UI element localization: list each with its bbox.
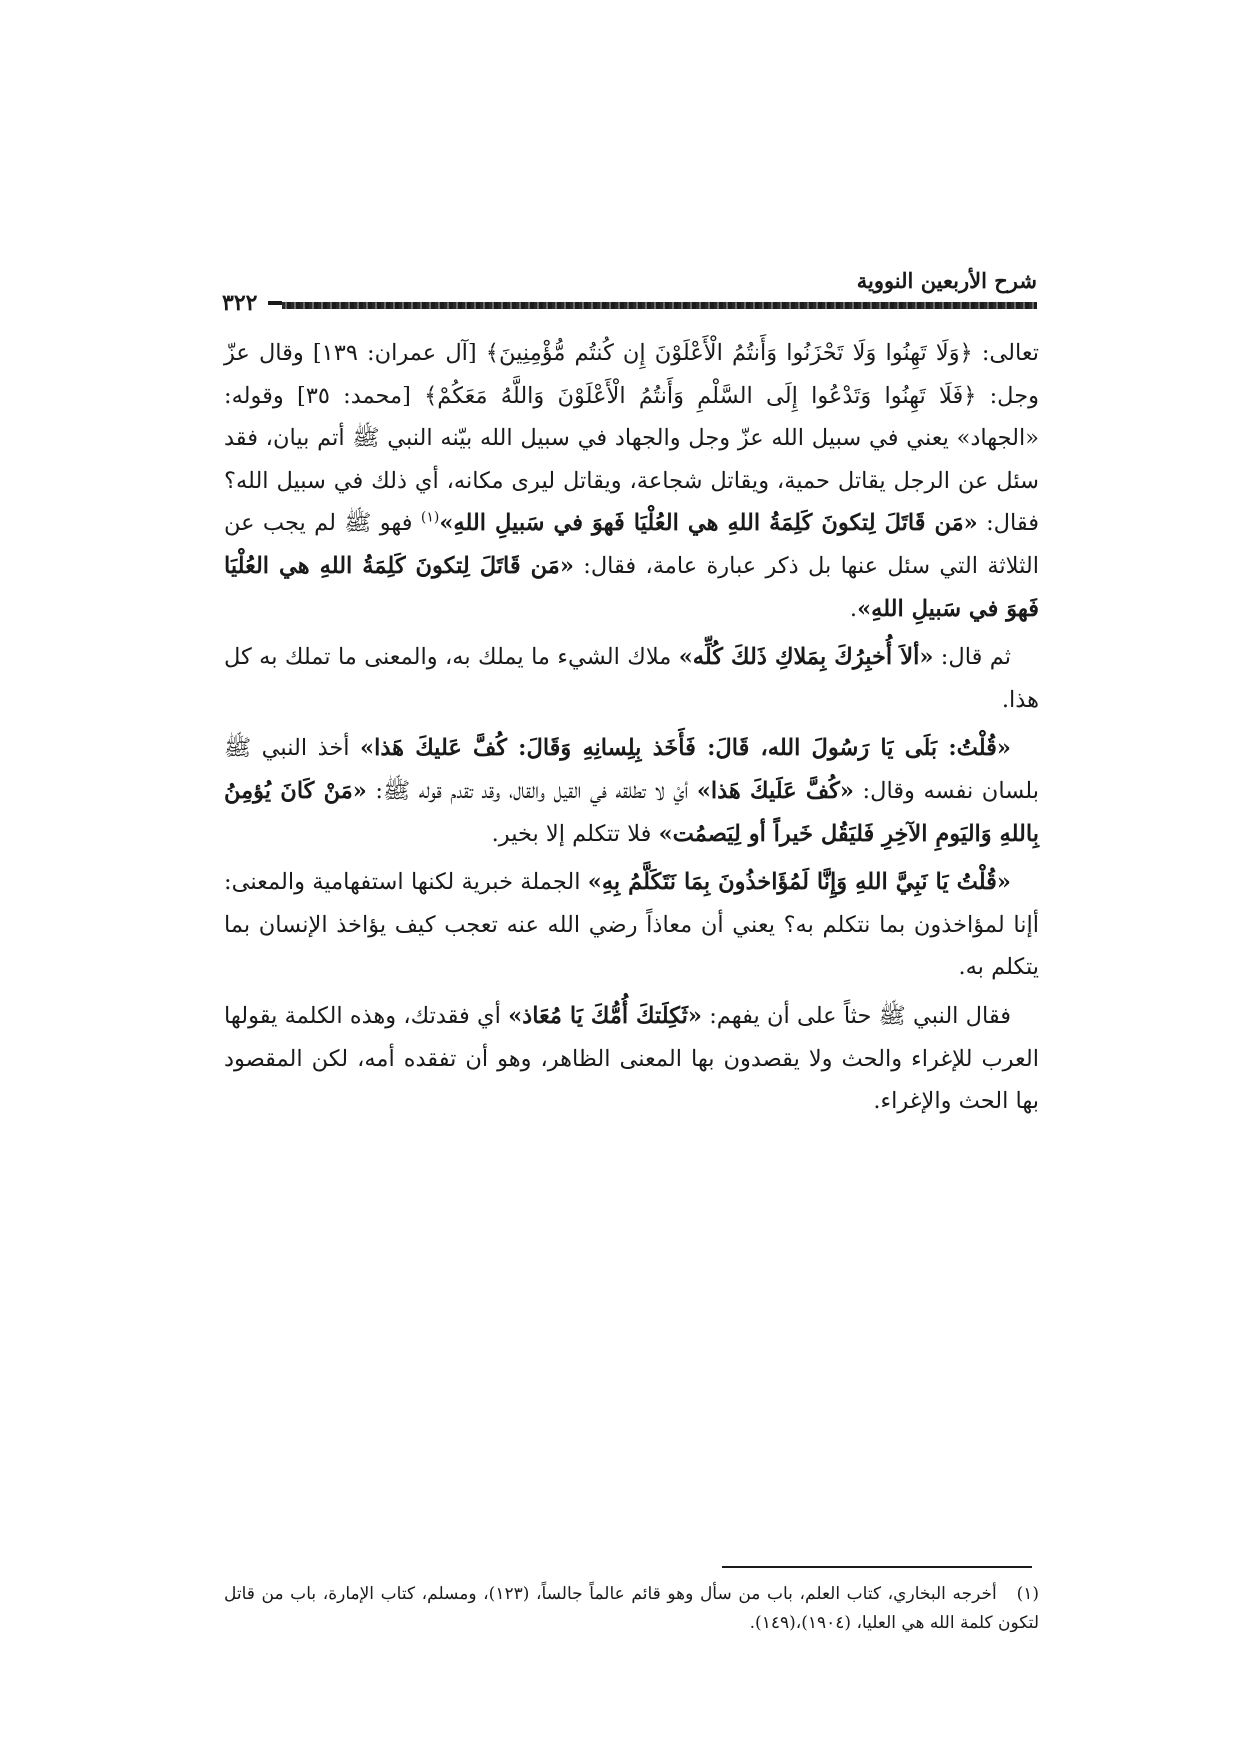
paragraph xyxy=(224,861,1039,989)
paragraph-text: فقال النبي ﷺ حثاً على أن يفهم: xyxy=(701,1002,1011,1029)
paragraph xyxy=(224,995,1039,1123)
running-header xyxy=(222,268,1037,326)
hadith-quote: «ثَكِلَتكَ أُمُّكَ يَا مُعَاذ» xyxy=(508,1002,702,1029)
paragraph xyxy=(224,727,1039,855)
paragraph xyxy=(224,332,1039,630)
footnote-separator xyxy=(722,1566,1032,1568)
paragraph-text: فهو ﷺ لم يجب عن الثلاثة التي سئل عنها بل ذكر عبارة عامة، فقال: xyxy=(224,510,1039,579)
hadith-quote: «ألاَ أُخبِرُكَ بِمَلاكِ ذَلكَ كُلِّه» xyxy=(678,644,934,671)
hadith-quote: «قُلْتُ يَا نَبِيَّ اللهِ وَإِنَّا لَمُؤَاخذُونَ بِمَا نَتَكَلَّمُ بِهِ» xyxy=(587,869,1011,896)
hadith-quote: «مَن قَاتَلَ لِتكونَ كَلِمَةُ اللهِ هي العُلْيَا فَهوَ في سَبيلِ اللهِ» xyxy=(224,552,1039,622)
paragraph-text: فلا تتكلم إلا بخير. xyxy=(491,820,659,847)
hadith-quote: «مَن قَاتَلَ لِتكونَ كَلِمَةُ اللهِ هي العُلْيَا فَهوَ في سَبيلِ اللهِ» xyxy=(439,510,978,537)
hadith-quote: «كُفَّ عَلَيكَ هَذا» xyxy=(696,777,854,804)
body-text xyxy=(224,332,1039,1123)
footnote-reference: (١) xyxy=(420,509,440,526)
paragraph xyxy=(224,636,1039,721)
footnote-text: أخرجه البخاري، كتاب العلم، باب من سأل وهو قائم عالماً جالساً، (١٢٣)، ومسلم، كتاب الإمارة، باب من قاتل لتكون كلمة الله هي العليا، (١٩٠٤)،(١٤٩). xyxy=(224,1584,1039,1633)
header-rule xyxy=(282,302,1037,309)
hadith-quote: «مَنْ كَانَ يُؤمِنُ بِاللهِ وَاليَومِ الآخِرِ فَليَقُل خَيراً أو لِيَصمُت» xyxy=(224,777,1039,847)
paragraph-text: أيْ لا تطلقه في القيل والقال، وقد تقدم قوله ﷺ: xyxy=(366,777,697,804)
page-number-mark xyxy=(268,301,282,305)
hadith-quote: «قُلْتُ: بَلَى يَا رَسُولَ الله، قَالَ: فَأَخَذ بِلِسانِهِ وَقَالَ: كُفَّ عَليكَ هَذا» xyxy=(360,735,1011,762)
paragraph-text: ثم قال: xyxy=(933,644,1011,671)
paragraph-text: تعالى: ﴿وَلَا تَهِنُوا وَلَا تَحْزَنُوا وَأَنتُمُ الْأَعْلَوْنَ إِن كُنتُم مُّؤْمِنِينَ﴾ [آل عمران: ١٣٩] وقال عزّ وجل: ﴿فَلَا تَهِنُوا وَتَدْعُوا إِلَى السَّلْمِ وَأَنتُمُ الْأَعْلَوْنَ وَاللَّهُ مَعَكُمْ﴾ [محمد: ٣٥] وقوله: «الجهاد» يعني في سبيل الله عزّ وجل والجهاد في سبيل الله بيّنه النبي ﷺ أتم بيان، فقد سئل عن الرجل يقاتل حمية، ويقاتل شجاعة، ويقاتل ليرى مكانه، أي ذلك في سبيل الله؟ فقال: xyxy=(224,340,1040,537)
footnote xyxy=(224,1580,1039,1638)
footnote-marker: (١) xyxy=(1016,1584,1039,1604)
paragraph-text: ملاك الشيء ما يملك به، والمعنى ما تملك به كل هذا. xyxy=(224,644,1039,713)
page-number: ٣٢٢ xyxy=(222,290,258,316)
paragraph-text: الجملة خبرية لكنها استفهامية والمعنى: أإنا لمؤاخذون بما نتكلم به؟ يعني أن معاذاً رضي الله عنه تعجب كيف يؤاخذ الإنسان بما يتكلم به. xyxy=(224,869,1039,981)
running-title: شرح الأربعين النووية xyxy=(856,268,1037,293)
paragraph-text: أي فقدتك، وهذه الكلمة يقولها العرب للإغراء والحث ولا يقصدون بها المعنى الظاهر، وهو أن تفقده أمه، لكن المقصود بها الحث والإغراء. xyxy=(224,1002,1039,1115)
footnotes xyxy=(224,1580,1039,1638)
paragraph-text: أخذ النبي ﷺ بلسان نفسه وقال: xyxy=(224,735,1039,804)
paragraph-text: . xyxy=(849,595,858,622)
